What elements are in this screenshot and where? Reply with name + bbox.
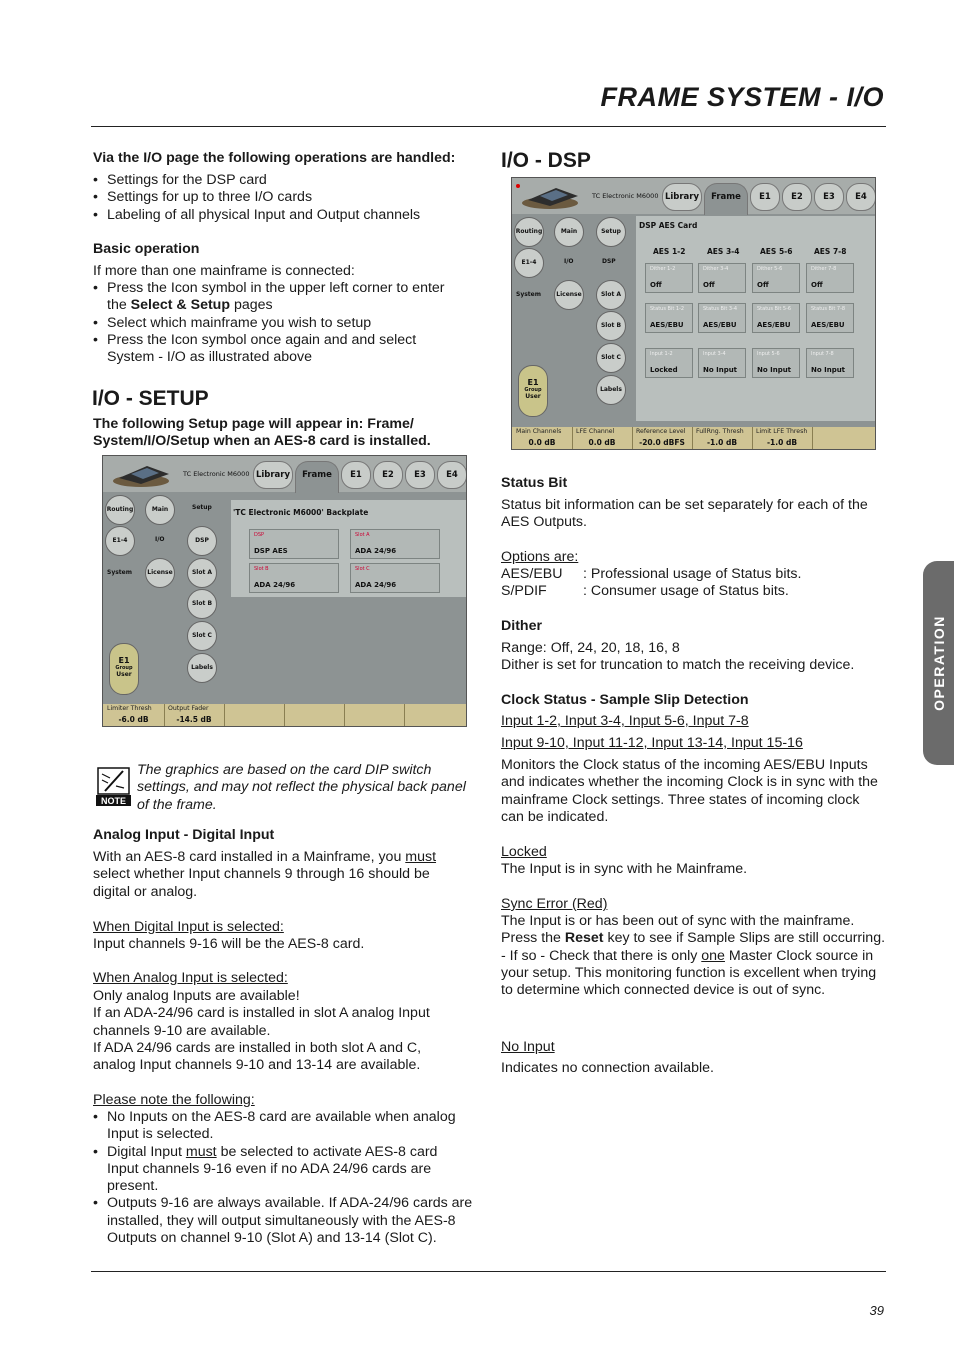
output-fader-cell[interactable]: Output Fader -14.5 dB bbox=[164, 704, 225, 726]
clock-heading: Clock Status - Sample Slip Detection bbox=[501, 692, 749, 708]
e1-4-button[interactable]: E1-4 bbox=[514, 248, 544, 278]
group-user-selector[interactable]: E1 Group User bbox=[518, 365, 548, 417]
mainframe-logo-icon bbox=[111, 460, 175, 488]
list-item: • Settings for the DSP card bbox=[93, 172, 483, 189]
dsp-button[interactable]: DSP bbox=[602, 258, 616, 265]
empty-cell bbox=[284, 704, 345, 726]
dither-3-4[interactable]: Dither 3-4 Off bbox=[698, 263, 746, 293]
tab-e1[interactable]: E1 bbox=[341, 461, 371, 489]
slot-a-box[interactable]: Slot A ADA 24/96 bbox=[350, 529, 440, 559]
brand-label: TC Electronic M6000 bbox=[183, 470, 250, 478]
tab-e2[interactable]: E2 bbox=[782, 183, 812, 211]
sync-error-heading: Sync Error (Red) bbox=[501, 896, 608, 912]
routing-button[interactable]: Routing bbox=[514, 217, 544, 247]
empty-cell bbox=[344, 704, 405, 726]
license-button[interactable]: License bbox=[554, 280, 584, 310]
column-header: AES 7-8 bbox=[814, 247, 847, 256]
dither-heading: Dither bbox=[501, 618, 542, 634]
tab-e4[interactable]: E4 bbox=[437, 461, 467, 489]
input-7-8-status: Input 7-8 No Input bbox=[806, 348, 854, 378]
no-input-text: Indicates no connection available. bbox=[501, 1060, 714, 1076]
tab-frame[interactable]: Frame bbox=[704, 183, 748, 215]
io-button[interactable]: I/O bbox=[564, 258, 574, 265]
page-number: 39 bbox=[869, 1303, 884, 1318]
main-button[interactable]: Main bbox=[554, 217, 584, 247]
slot-b-button[interactable]: Slot B bbox=[187, 589, 217, 619]
tab-library[interactable]: Library bbox=[253, 461, 293, 489]
analog-selected-text: Only analog Inputs are available! If an ADA-24/96 card is installed in slot A analog Input channels 9-10 are available. If ADA 24/96 cards are installed in both slot A and C, analog Input channels 9-10 and 13-14 are available. bbox=[93, 988, 430, 1074]
dither-5-6[interactable]: Dither 5-6 Off bbox=[752, 263, 800, 293]
list-item: • Digital Input must be selected to activate AES-8 card Input channels 9-16 even if no ADA 24/96 cards are present. bbox=[93, 1144, 478, 1196]
digital-selected-text: Input channels 9-16 will be the AES-8 card. bbox=[93, 936, 365, 952]
basic-heading: Basic operation bbox=[93, 241, 200, 257]
dither-range: Range: Off, 24, 20, 18, 16, 8 bbox=[501, 640, 680, 656]
e1-4-button[interactable]: E1-4 bbox=[105, 526, 135, 556]
slot-c-box[interactable]: Slot C ADA 24/96 bbox=[350, 563, 440, 593]
lfe-channel-cell[interactable]: LFE Channel 0.0 dB bbox=[572, 427, 633, 449]
license-button[interactable]: License bbox=[145, 558, 175, 588]
panel-title: DSP AES Card bbox=[639, 221, 698, 230]
please-note-heading: Please note the following: bbox=[93, 1092, 255, 1108]
footer-rule bbox=[91, 1271, 886, 1272]
reference-level-cell[interactable]: Reference Level -20.0 dBFS bbox=[632, 427, 693, 449]
setup-button[interactable]: Setup bbox=[192, 504, 212, 511]
clock-inputs-1: Input 1-2, Input 3-4, Input 5-6, Input 7-8 bbox=[501, 713, 749, 729]
setup-heading: I/O - SETUP bbox=[92, 387, 209, 410]
basic-list bbox=[93, 280, 465, 366]
status-bit-7-8[interactable]: Status Bit 7-8 AES/EBU bbox=[806, 303, 854, 333]
tab-e2[interactable]: E2 bbox=[373, 461, 403, 489]
options-heading: Options are: bbox=[501, 549, 579, 565]
slot-a-button[interactable]: Slot A bbox=[596, 280, 626, 310]
system-button[interactable]: System bbox=[107, 569, 132, 576]
list-item: • No Inputs on the AES-8 card are available when analog Input is selected. bbox=[93, 1109, 478, 1144]
dither-1-2[interactable]: Dither 1-2 Off bbox=[645, 263, 693, 293]
option-key: AES/EBU bbox=[501, 566, 563, 582]
locked-text: The Input is in sync with he Mainframe. bbox=[501, 861, 748, 877]
note-icon bbox=[96, 766, 131, 806]
header-rule bbox=[91, 126, 886, 127]
dsp-screenshot bbox=[511, 177, 876, 450]
setup-screenshot bbox=[102, 455, 467, 727]
dsp-button[interactable]: DSP bbox=[187, 526, 217, 556]
intro-list bbox=[93, 172, 483, 224]
mainframe-logo-icon bbox=[520, 182, 584, 210]
slot-b-button[interactable]: Slot B bbox=[596, 311, 626, 341]
basic-text: If more than one mainframe is connected: bbox=[93, 263, 355, 279]
analog-selected-heading: When Analog Input is selected: bbox=[93, 970, 288, 986]
dsp-heading: I/O - DSP bbox=[501, 149, 591, 172]
system-button[interactable]: System bbox=[516, 291, 541, 298]
brand-label: TC Electronic M6000 bbox=[592, 192, 659, 200]
dsp-slot-box[interactable]: DSP DSP AES bbox=[249, 529, 339, 559]
please-note-list bbox=[93, 1109, 478, 1247]
fader-bar bbox=[512, 427, 875, 449]
slot-c-button[interactable]: Slot C bbox=[187, 621, 217, 651]
analog-text: With an AES-8 card installed in a Mainframe, you must select whether Input channels 9 through 16 should be digital or analog. bbox=[93, 849, 437, 900]
dither-7-8[interactable]: Dither 7-8 Off bbox=[806, 263, 854, 293]
column-header: AES 1-2 bbox=[653, 247, 686, 256]
fader-bar bbox=[103, 704, 466, 726]
fullrng-thresh-cell[interactable]: FullRng. Thresh -1.0 dB bbox=[692, 427, 753, 449]
input-3-4-status: Input 3-4 No Input bbox=[698, 348, 746, 378]
side-tab-label: OPERATION bbox=[930, 615, 947, 711]
io-button[interactable]: I/O bbox=[155, 536, 165, 543]
locked-heading: Locked bbox=[501, 844, 547, 860]
routing-button[interactable]: Routing bbox=[105, 495, 135, 525]
note-text: The graphics are based on the card DIP switch settings, and may not reflect the physical back panel of the frame. bbox=[137, 762, 466, 813]
sync-error-text: The Input is or has been out of sync with the mainframe. Press the Reset key to see if Sample Slips are still occurring. - If so - Check that there is only one Master Clock source in your setup. This monitoring function is excellent when trying to determine which connected device is out of sync. bbox=[501, 913, 886, 999]
column-header: AES 5-6 bbox=[760, 247, 793, 256]
empty-cell bbox=[224, 704, 285, 726]
clock-text: Monitors the Clock status of the incoming AES/EBU Inputs and indicates whether the incoming Clock is in sync with the mainframe Clock settings. Three states of incoming clock can be indicated. bbox=[501, 757, 878, 825]
slot-b-box[interactable]: Slot B ADA 24/96 bbox=[249, 563, 339, 593]
option-desc: : Consumer usage of Status bits. bbox=[583, 583, 789, 599]
slot-c-button[interactable]: Slot C bbox=[596, 343, 626, 373]
labels-button[interactable]: Labels bbox=[596, 375, 626, 405]
status-bit-heading: Status Bit bbox=[501, 475, 568, 491]
tab-library[interactable]: Library bbox=[662, 183, 702, 211]
setup-subheading: The following Setup page will appear in: Frame/ System/I/O/Setup when an AES-8 card is installed. bbox=[93, 416, 431, 450]
group-user-selector[interactable]: E1 Group User bbox=[109, 643, 139, 695]
slot-a-button[interactable]: Slot A bbox=[187, 558, 217, 588]
intro-heading: Via the I/O page the following operations are handled: bbox=[93, 150, 456, 166]
option-key: S/PDIF bbox=[501, 583, 547, 599]
clock-inputs-2: Input 9-10, Input 11-12, Input 13-14, Input 15-16 bbox=[501, 735, 803, 751]
status-bit-3-4[interactable]: Status Bit 3-4 AES/EBU bbox=[698, 303, 746, 333]
setup-button[interactable]: Setup bbox=[596, 217, 626, 247]
status-bit-1-2[interactable]: Status Bit 1-2 AES/EBU bbox=[645, 303, 693, 333]
panel-title: 'TC Electronic M6000' Backplate bbox=[233, 508, 369, 517]
tab-e4[interactable]: E4 bbox=[846, 183, 876, 211]
list-item: • Outputs 9-16 are always available. If ADA-24/96 cards are installed, they will output simultaneously with the AES-8 Outputs on channel 9-10 (Slot A) and 13-14 (Slot C). bbox=[93, 1195, 478, 1247]
list-item: • Press the Icon symbol in the upper left corner to enter the Select & Setup pages bbox=[93, 280, 465, 315]
list-item: • Labeling of all physical Input and Output channels bbox=[93, 207, 483, 224]
svg-text:NOTE: NOTE bbox=[100, 796, 127, 806]
labels-button[interactable]: Labels bbox=[187, 653, 217, 683]
limit-lfe-thresh-cell[interactable]: Limit LFE Thresh -1.0 dB bbox=[752, 427, 813, 449]
analog-heading: Analog Input - Digital Input bbox=[93, 827, 275, 843]
input-1-2-status: Input 1-2 Locked bbox=[645, 348, 693, 378]
tab-e3[interactable]: E3 bbox=[405, 461, 435, 489]
tab-frame[interactable]: Frame bbox=[295, 461, 339, 493]
dither-text: Dither is set for truncation to match the receiving device. bbox=[501, 657, 855, 673]
list-item: • Select which mainframe you wish to setup bbox=[93, 315, 465, 332]
column-header: AES 3-4 bbox=[707, 247, 740, 256]
status-bit-text: Status bit information can be set separately for each of the AES Outputs. bbox=[501, 497, 868, 531]
list-item: • Settings for up to three I/O cards bbox=[93, 189, 483, 206]
tab-e1[interactable]: E1 bbox=[750, 183, 780, 211]
main-channels-cell[interactable]: Main Channels 0.0 dB bbox=[512, 427, 573, 449]
page-title: FRAME SYSTEM - I/O bbox=[600, 82, 884, 112]
tab-e3[interactable]: E3 bbox=[814, 183, 844, 211]
limiter-thresh-cell[interactable]: Limiter Thresh -6.0 dB bbox=[103, 704, 165, 726]
no-input-heading: No Input bbox=[501, 1039, 555, 1055]
option-desc: : Professional usage of Status bits. bbox=[583, 566, 802, 582]
status-bit-5-6[interactable]: Status Bit 5-6 AES/EBU bbox=[752, 303, 800, 333]
side-tab bbox=[923, 561, 954, 765]
list-item: • Press the Icon symbol once again and and select System - I/O as illustrated above bbox=[93, 332, 465, 367]
input-5-6-status: Input 5-6 No Input bbox=[752, 348, 800, 378]
digital-selected-heading: When Digital Input is selected: bbox=[93, 919, 284, 935]
main-button[interactable]: Main bbox=[145, 495, 175, 525]
